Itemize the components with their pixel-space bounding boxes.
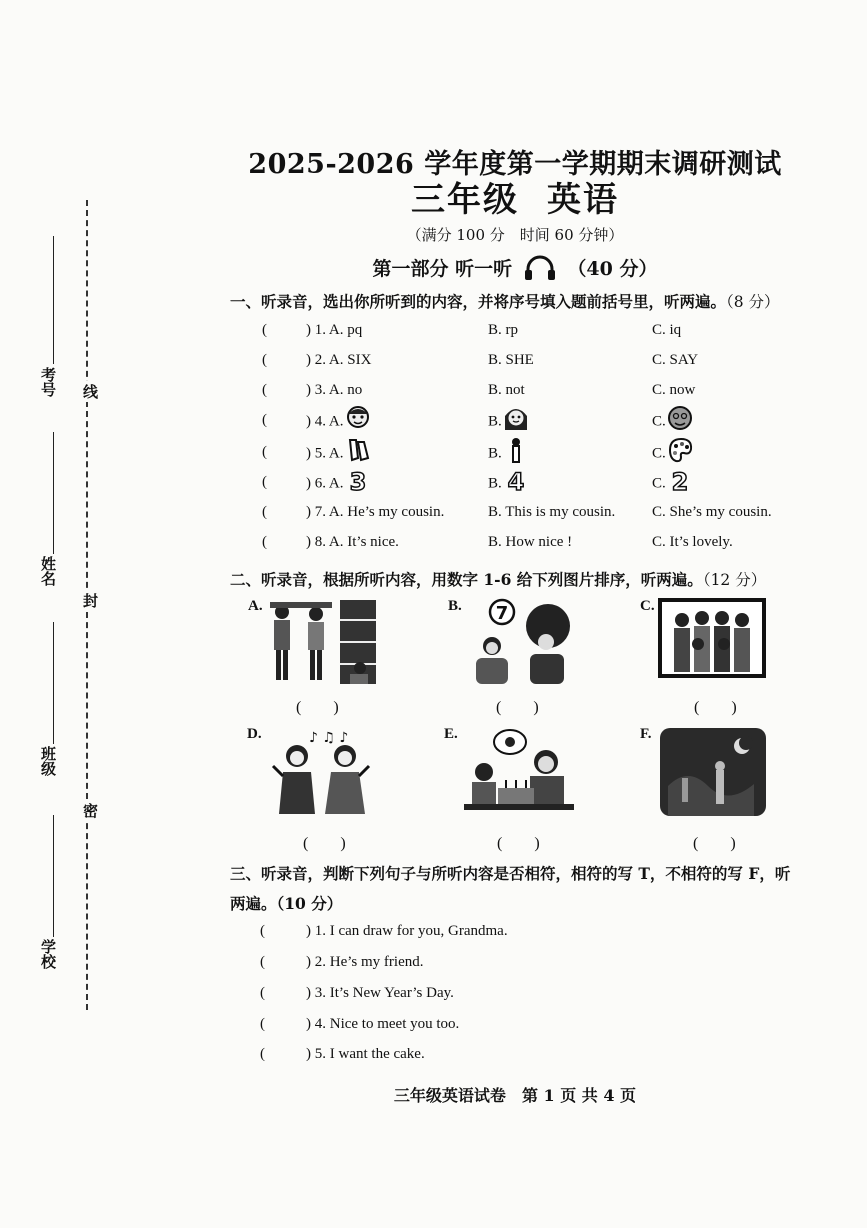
section1-heading-text: 一、听录音，选出你所听到的内容，并将序号填入题前括号里，听两遍。	[230, 292, 727, 311]
picture-d	[247, 726, 377, 822]
choice-b: B.	[488, 444, 530, 464]
girl-face-icon	[502, 404, 530, 432]
crayon-icon	[502, 436, 530, 464]
statement-text: ) 3. It’s New Year’s Day.	[306, 985, 454, 1001]
choice-b: B. not	[488, 382, 525, 398]
answer-bracket-a[interactable]: ( )	[296, 699, 339, 716]
exam-no-label: 考号	[39, 367, 57, 397]
name-label: 姓名	[39, 556, 57, 586]
cut-word-seal: 封	[80, 590, 101, 611]
answer-bracket-d[interactable]: ( )	[303, 835, 346, 852]
svg-text:4: 4	[507, 468, 525, 494]
choice-c: C. SAY	[652, 352, 699, 368]
choice-a: ) 8. A. It’s nice.	[306, 534, 399, 550]
answer-bracket[interactable]: (	[262, 322, 267, 338]
picture-c	[640, 598, 770, 688]
listening-choice-row	[262, 504, 822, 528]
svg-text:3: 3	[349, 468, 366, 494]
picture-d-label: D.	[247, 726, 262, 742]
subject-label: 英语	[547, 180, 619, 220]
choice-c: C. She’s my cousin.	[652, 504, 772, 520]
section2-heading	[230, 568, 766, 590]
part-label: 第一部分 听一听	[372, 258, 513, 280]
section2-points: （12 分）	[702, 571, 767, 589]
listening-choice-row	[262, 382, 822, 406]
choice-a: ) 5. A.	[306, 444, 372, 464]
cut-word-secret: 密	[80, 800, 101, 821]
part-title	[230, 254, 800, 286]
answer-bracket-b[interactable]: ( )	[496, 699, 539, 716]
choice-c: C.	[652, 444, 694, 464]
listening-choice-row	[262, 534, 822, 558]
class-label: 班级	[39, 746, 57, 776]
classroom-scene-icon	[268, 598, 378, 686]
choice-c: C.	[652, 412, 694, 432]
section2-heading-text: 二、听录音，根据所听内容，用数字 1-6 给下列图片排序，听两遍。	[230, 570, 703, 589]
true-false-item	[260, 1046, 780, 1070]
answer-bracket-c[interactable]: ( )	[694, 699, 737, 716]
answer-bracket[interactable]: (	[262, 352, 267, 368]
number-3-icon	[344, 466, 372, 494]
statement-text: ) 5. I want the cake.	[306, 1046, 425, 1062]
footer-paper-name: 三年级英语试卷	[393, 1086, 506, 1105]
picture-f	[640, 726, 770, 822]
true-false-item	[260, 985, 780, 1009]
boy-face-icon	[344, 404, 372, 432]
listening-choice-row	[262, 322, 822, 346]
listening-choice-row	[262, 412, 822, 436]
picture-c-label: C.	[640, 598, 655, 614]
family-photo-icon	[658, 598, 766, 678]
svg-text:7: 7	[495, 603, 509, 624]
name-underline	[53, 432, 54, 554]
statement-text: ) 4. Nice to meet you too.	[306, 1016, 460, 1032]
number-seven-bubble-icon	[470, 598, 574, 686]
listening-choice-row	[262, 444, 822, 468]
grade-label: 三年级	[411, 180, 519, 220]
choice-b: B.	[488, 412, 530, 432]
grade-subject	[230, 172, 800, 221]
picture-f-label: F.	[640, 726, 652, 742]
choice-a: ) 2. A. SIX	[306, 352, 372, 368]
page-footer	[230, 1083, 800, 1106]
answer-bracket-e[interactable]: ( )	[497, 835, 540, 852]
exam-title: 2025-2026 学年度第一学期期末调研测试	[248, 149, 782, 180]
number-4-icon	[502, 466, 530, 494]
answer-bracket[interactable]: (	[262, 412, 267, 428]
choice-c: C. It’s lovely.	[652, 534, 733, 550]
exam-no-underline	[53, 236, 54, 364]
singing-girls-icon	[269, 726, 375, 820]
part-points: （40 分）	[567, 258, 658, 280]
true-false-item	[260, 954, 780, 978]
statement-text: ) 1. I can draw for you, Grandma.	[306, 923, 508, 939]
choice-a: ) 3. A. no	[306, 382, 363, 398]
answer-bracket[interactable]: (	[262, 504, 267, 520]
listening-choice-row	[262, 352, 822, 376]
picture-b	[448, 598, 578, 688]
answer-bracket[interactable]: (	[260, 985, 265, 1001]
section1-heading	[230, 290, 780, 312]
picture-b-label: B.	[448, 598, 462, 614]
class-underline	[53, 622, 54, 744]
picture-a	[248, 598, 378, 688]
shoes-icon	[344, 436, 372, 464]
night-scene-icon	[658, 726, 768, 818]
choice-a: ) 1. A. pq	[306, 322, 363, 338]
answer-bracket[interactable]: (	[262, 444, 267, 460]
choice-a: ) 7. A. He’s my cousin.	[306, 504, 445, 520]
school-label: 学校	[39, 939, 57, 969]
section1-points: （8 分）	[726, 293, 780, 311]
score-time-info: （满分 100 分 时间 60 分钟）	[406, 226, 624, 244]
choice-b: B. How nice !	[488, 534, 573, 550]
answer-bracket[interactable]: (	[262, 474, 267, 490]
cut-word-line: 线	[80, 381, 101, 402]
picture-e	[444, 726, 574, 822]
choice-b: B. 4	[488, 474, 530, 494]
statement-text: ) 2. He’s my friend.	[306, 954, 424, 970]
svg-text:2: 2	[671, 468, 689, 494]
choice-a: ) 4. A.	[306, 412, 372, 432]
footer-page-number: 第 1 页 共 4 页	[521, 1086, 637, 1105]
headphones-icon	[523, 255, 557, 286]
grandpa-face-icon	[666, 404, 694, 432]
svg-text:♪ ♫ ♪: ♪ ♫ ♪	[309, 730, 349, 746]
paint-palette-icon	[666, 436, 694, 464]
answer-bracket-f[interactable]: ( )	[693, 835, 736, 852]
answer-bracket[interactable]: (	[262, 382, 267, 398]
section3-heading-line1: 三、听录音，判断下列句子与所听内容是否相符，相符的写 T，不相符的写 F，听	[230, 864, 791, 883]
choice-c: C. 2	[652, 474, 694, 494]
listening-choice-row	[262, 468, 822, 498]
answer-bracket[interactable]: (	[260, 1046, 265, 1062]
choice-b: B. rp	[488, 322, 518, 338]
choice-c: C. now	[652, 382, 696, 398]
true-false-item	[260, 923, 780, 947]
answer-bracket[interactable]: (	[262, 534, 267, 550]
birthday-cake-icon	[464, 726, 574, 820]
picture-e-label: E.	[444, 726, 458, 742]
true-false-item	[260, 1016, 780, 1040]
section3-heading-line2: 两遍。（10 分）	[230, 894, 343, 913]
choice-a: ) 6. A. 3	[306, 474, 372, 494]
choice-c: C. iq	[652, 322, 682, 338]
picture-a-label: A.	[248, 598, 263, 614]
choice-b: B. SHE	[488, 352, 534, 368]
answer-bracket[interactable]: (	[260, 923, 265, 939]
answer-bracket[interactable]: (	[260, 954, 265, 970]
school-underline	[53, 815, 54, 937]
choice-b: B. This is my cousin.	[488, 504, 616, 520]
number-2-icon	[666, 466, 694, 494]
answer-bracket[interactable]: (	[260, 1016, 265, 1032]
